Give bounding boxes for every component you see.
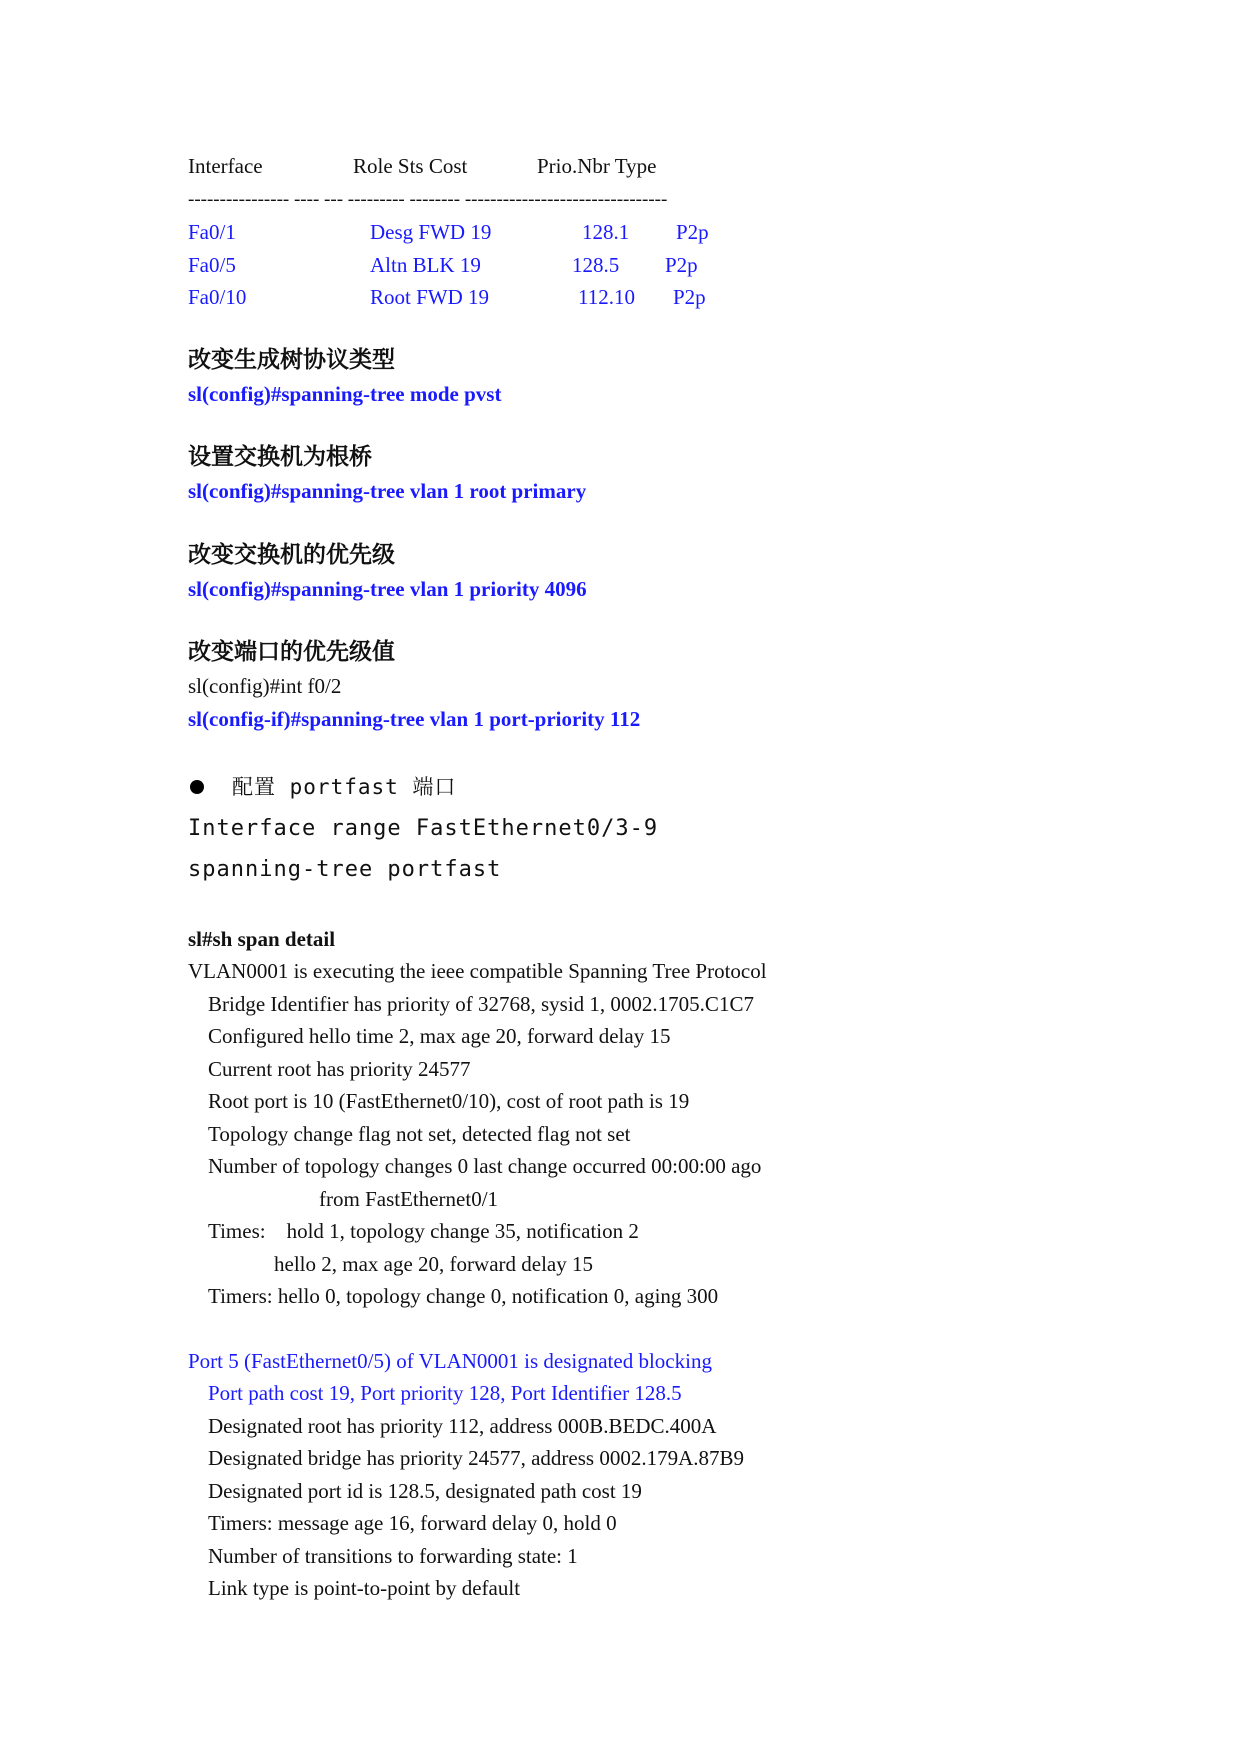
section-heading: 改变生成树协议类型	[188, 347, 395, 373]
detail-line: Times: hold 1, topology change 35, notification 2	[208, 1219, 639, 1243]
bullet-icon	[190, 780, 204, 794]
table-row-prio: 128.1	[582, 220, 630, 244]
table-row-role: Altn BLK 19	[370, 253, 481, 277]
port-line: Timers: message age 16, forward delay 0, hold 0	[208, 1511, 617, 1535]
section-heading: 改变交换机的优先级	[188, 542, 395, 568]
section-heading: 改变端口的优先级值	[188, 639, 395, 665]
detail-line: Timers: hello 0, topology change 0, notification 0, aging 300	[208, 1284, 719, 1308]
detail-line: Root port is 10 (FastEthernet0/10), cost of root path is 19	[208, 1089, 690, 1113]
section-command: sl(config)#spanning-tree mode pvst	[188, 382, 502, 406]
section-command: sl(config-if)#spanning-tree vlan 1 port-priority 112	[188, 707, 641, 731]
port-line: Port path cost 19, Port priority 128, Port Identifier 128.5	[208, 1381, 682, 1405]
table-row-type: P2p	[676, 220, 709, 244]
port-line: Designated port id is 128.5, designated path cost 19	[208, 1479, 642, 1503]
port-line: Designated bridge has priority 24577, address 0002.179A.87B9	[208, 1446, 745, 1470]
detail-command: sl#sh span detail	[188, 927, 336, 951]
table-row-iface: Fa0/10	[188, 285, 247, 309]
port-line: Number of transitions to forwarding state: 1	[208, 1544, 578, 1568]
table-divider: ---------------- ---- --- --------- -------- --------------------------------	[188, 189, 668, 210]
portfast-line: spanning-tree portfast	[188, 857, 502, 882]
portfast-line: Interface range FastEthernet0/3-9	[188, 816, 659, 841]
portfast-label: 配置 portfast 端口	[232, 775, 457, 799]
detail-line: Topology change flag not set, detected flag not set	[208, 1122, 631, 1146]
detail-line: Current root has priority 24577	[208, 1057, 471, 1081]
table-header-interface: Interface	[188, 154, 263, 178]
detail-line: Configured hello time 2, max age 20, forward delay 15	[208, 1024, 671, 1048]
port-line: Designated root has priority 112, address 000B.BEDC.400A	[208, 1414, 717, 1438]
table-row-prio: 128.5	[572, 253, 620, 277]
port-line: Link type is point-to-point by default	[208, 1576, 521, 1600]
table-row-type: P2p	[673, 285, 706, 309]
detail-line: hello 2, max age 20, forward delay 15	[274, 1252, 593, 1276]
detail-line: Number of topology changes 0 last change occurred 00:00:00 ago	[208, 1154, 762, 1178]
table-row-role: Root FWD 19	[370, 285, 490, 309]
table-row-iface: Fa0/1	[188, 220, 236, 244]
table-row-role: Desg FWD 19	[370, 220, 492, 244]
table-header-role: Role Sts Cost	[353, 154, 468, 178]
section-command: sl(config)#spanning-tree vlan 1 root primary	[188, 479, 587, 503]
section-plain-command: sl(config)#int f0/2	[188, 674, 342, 698]
table-row-prio: 112.10	[578, 285, 635, 309]
table-row-iface: Fa0/5	[188, 253, 236, 277]
detail-line: from FastEthernet0/1	[319, 1187, 499, 1211]
section-heading: 设置交换机为根桥	[188, 444, 372, 470]
port-title: Port 5 (FastEthernet0/5) of VLAN0001 is designated blocking	[188, 1349, 712, 1373]
table-header-prio: Prio.Nbr Type	[537, 154, 657, 178]
section-command: sl(config)#spanning-tree vlan 1 priority 4096	[188, 577, 587, 601]
detail-line: VLAN0001 is executing the ieee compatible Spanning Tree Protocol	[188, 959, 767, 983]
table-row-type: P2p	[665, 253, 698, 277]
detail-line: Bridge Identifier has priority of 32768, sysid 1, 0002.1705.C1C7	[208, 992, 754, 1016]
